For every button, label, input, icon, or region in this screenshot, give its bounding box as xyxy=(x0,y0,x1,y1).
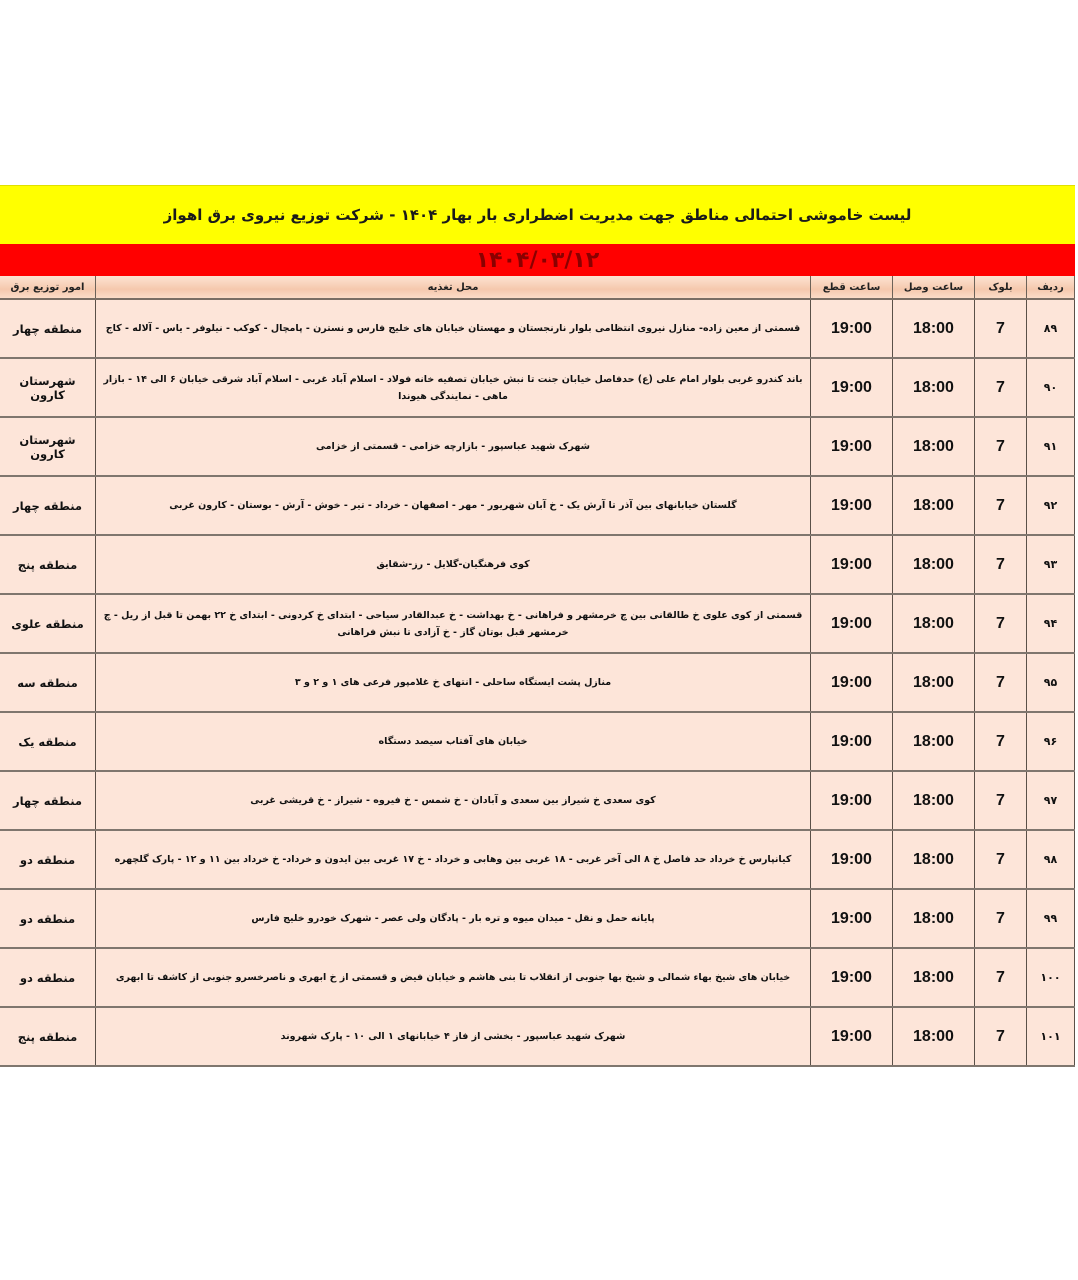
cell-block: 7 xyxy=(975,1007,1027,1066)
cell-district: منطقه دو xyxy=(0,889,96,948)
cell-block: 7 xyxy=(975,948,1027,1007)
document-title-banner xyxy=(0,185,1075,244)
cell-location: پایانه حمل و نقل - میدان میوه و تره بار - پادگان ولی عصر - شهرک خودرو خلیج فارس xyxy=(96,889,811,948)
cell-reconnect-time: 18:00 xyxy=(893,889,975,948)
cell-district: منطقه دو xyxy=(0,830,96,889)
cell-cut-time: 19:00 xyxy=(811,771,893,830)
table-row xyxy=(0,299,1075,358)
cell-row-number: ۸۹ xyxy=(1027,299,1075,358)
cell-district: منطقه یک xyxy=(0,712,96,771)
cell-district: منطقه چهار xyxy=(0,476,96,535)
cell-district: منطقه پنج xyxy=(0,1007,96,1066)
cell-district: منطقه دو xyxy=(0,948,96,1007)
cell-block: 7 xyxy=(975,889,1027,948)
cell-location: خیابان های شیخ بهاء شمالی و شیخ بها جنوبی از انقلاب تا بنی هاشم و خیابان فیض و قسمتی از خ ابهری و ناصرخسرو جنوبی از کاشف تا ابهری xyxy=(96,948,811,1007)
cell-block: 7 xyxy=(975,653,1027,712)
cell-cut-time: 19:00 xyxy=(811,299,893,358)
outage-schedule-sheet xyxy=(0,185,1075,1067)
header-block: بلوک xyxy=(975,276,1027,299)
cell-block: 7 xyxy=(975,830,1027,889)
table-row xyxy=(0,476,1075,535)
cell-district: منطقه سه xyxy=(0,653,96,712)
cell-cut-time: 19:00 xyxy=(811,476,893,535)
table-row xyxy=(0,417,1075,476)
cell-block: 7 xyxy=(975,417,1027,476)
cell-location: منازل پشت ایستگاه ساحلی - انتهای خ غلامپور فرعی های ۱ و ۲ و ۳ xyxy=(96,653,811,712)
table-row xyxy=(0,594,1075,653)
table-row xyxy=(0,535,1075,594)
cell-cut-time: 19:00 xyxy=(811,653,893,712)
cell-block: 7 xyxy=(975,712,1027,771)
cell-location: کوی سعدی خ شیراز بین سعدی و آبادان - خ شمس - خ فیروه - شیراز - خ قریشی غربی xyxy=(96,771,811,830)
cell-row-number: ۹۷ xyxy=(1027,771,1075,830)
header-location: محل تغذیه xyxy=(96,276,811,299)
cell-reconnect-time: 18:00 xyxy=(893,358,975,417)
cell-reconnect-time: 18:00 xyxy=(893,594,975,653)
cell-cut-time: 19:00 xyxy=(811,948,893,1007)
table-row xyxy=(0,653,1075,712)
cell-block: 7 xyxy=(975,476,1027,535)
header-reconnect-time: ساعت وصل xyxy=(893,276,975,299)
cell-row-number: ۹۳ xyxy=(1027,535,1075,594)
date-bar xyxy=(0,244,1075,276)
cell-block: 7 xyxy=(975,299,1027,358)
cell-district: منطقه پنج xyxy=(0,535,96,594)
cell-location: کوی فرهنگیان-گلایل - رز-شقایق xyxy=(96,535,811,594)
table-row xyxy=(0,358,1075,417)
header-row-number: ردیف xyxy=(1027,276,1075,299)
table-row xyxy=(0,830,1075,889)
cell-district: منطقه علوی xyxy=(0,594,96,653)
cell-reconnect-time: 18:00 xyxy=(893,417,975,476)
cell-cut-time: 19:00 xyxy=(811,594,893,653)
table-row xyxy=(0,771,1075,830)
cell-reconnect-time: 18:00 xyxy=(893,771,975,830)
cell-reconnect-time: 18:00 xyxy=(893,653,975,712)
cell-reconnect-time: 18:00 xyxy=(893,712,975,771)
cell-block: 7 xyxy=(975,771,1027,830)
cell-district: شهرستان کارون xyxy=(0,358,96,417)
cell-cut-time: 19:00 xyxy=(811,1007,893,1066)
header-district: امور توزیع برق xyxy=(0,276,96,299)
cell-reconnect-time: 18:00 xyxy=(893,476,975,535)
cell-reconnect-time: 18:00 xyxy=(893,948,975,1007)
cell-row-number: ۱۰۱ xyxy=(1027,1007,1075,1066)
cell-location: باند کندرو غربی بلوار امام علی (ع) حدفاصل خیابان جنت تا نبش خیابان تصفیه خانه فولاد - اسلام آباد غربی - اسلام آباد شرقی خیابان ۶ الی ۱۴ - بازار ماهی - نمایندگی هیوندا xyxy=(96,358,811,417)
cell-location: شهرک شهید عباسپور - بازارچه خزامی - قسمتی از خزامی xyxy=(96,417,811,476)
cell-location: کیانپارس خ خرداد حد فاصل خ ۸ الی آخر غربی - ۱۸ غربی بین وهابی و خرداد - خ ۱۷ غربی بین ایدون و خرداد- خ خرداد بین ۱۱ و ۱۲ - پارک گلچهره xyxy=(96,830,811,889)
cell-reconnect-time: 18:00 xyxy=(893,535,975,594)
cell-district: منطقه چهار xyxy=(0,299,96,358)
cell-reconnect-time: 18:00 xyxy=(893,830,975,889)
cell-row-number: ۹۹ xyxy=(1027,889,1075,948)
table-header-row xyxy=(0,276,1075,299)
outage-table xyxy=(0,276,1075,1067)
cell-block: 7 xyxy=(975,535,1027,594)
cell-cut-time: 19:00 xyxy=(811,889,893,948)
cell-location: قسمتی از کوی علوی خ طالقانی بین چ خرمشهر و فراهانی - خ بهداشت - خ عبدالقادر سیاحی - ابتدای خ کردونی - ابتدای خ ۲۲ بهمن تا قبل از ریل - چ خرمشهر قبل بوتان گاز - خ آزادی تا نبش فراهانی xyxy=(96,594,811,653)
cell-location: گلستان خیابانهای بین آذر تا آرش یک - خ آبان شهریور - مهر - اصفهان - خرداد - تیر - خوش - آرش - بوستان - کارون غربی xyxy=(96,476,811,535)
cell-cut-time: 19:00 xyxy=(811,712,893,771)
cell-location: خیابان های آفتاب سیصد دستگاه xyxy=(96,712,811,771)
cell-cut-time: 19:00 xyxy=(811,358,893,417)
cell-block: 7 xyxy=(975,594,1027,653)
document-title: لیست خاموشی احتمالی مناطق جهت مدیریت اضطراری بار بهار ۱۴۰۴ - شرکت توزیع نیروی برق اهواز xyxy=(163,206,912,224)
cell-row-number: ۱۰۰ xyxy=(1027,948,1075,1007)
cell-reconnect-time: 18:00 xyxy=(893,1007,975,1066)
cell-location: قسمتی از معین زاده- منازل نیروی انتظامی بلوار نارنجستان و مهستان خیابان های خلیج فارس و نسترن - پامچال - کوکب - نیلوفر - یاس - آلاله - کاج xyxy=(96,299,811,358)
cell-location: شهرک شهید عباسپور - بخشی از فاز ۴ خیابانهای ۱ الی ۱۰ - پارک شهروند xyxy=(96,1007,811,1066)
cell-cut-time: 19:00 xyxy=(811,535,893,594)
schedule-date: ۱۴۰۴/۰۳/۱۲ xyxy=(475,247,600,273)
cell-row-number: ۹۶ xyxy=(1027,712,1075,771)
cell-row-number: ۹۰ xyxy=(1027,358,1075,417)
cell-row-number: ۹۸ xyxy=(1027,830,1075,889)
cell-row-number: ۹۲ xyxy=(1027,476,1075,535)
cell-cut-time: 19:00 xyxy=(811,417,893,476)
table-row xyxy=(0,889,1075,948)
table-row xyxy=(0,948,1075,1007)
header-cut-time: ساعت قطع xyxy=(811,276,893,299)
cell-block: 7 xyxy=(975,358,1027,417)
cell-district: شهرستان کارون xyxy=(0,417,96,476)
table-body xyxy=(0,299,1075,1066)
table-row xyxy=(0,1007,1075,1066)
cell-row-number: ۹۴ xyxy=(1027,594,1075,653)
table-row xyxy=(0,712,1075,771)
cell-row-number: ۹۵ xyxy=(1027,653,1075,712)
cell-row-number: ۹۱ xyxy=(1027,417,1075,476)
cell-district: منطقه چهار xyxy=(0,771,96,830)
cell-reconnect-time: 18:00 xyxy=(893,299,975,358)
cell-cut-time: 19:00 xyxy=(811,830,893,889)
